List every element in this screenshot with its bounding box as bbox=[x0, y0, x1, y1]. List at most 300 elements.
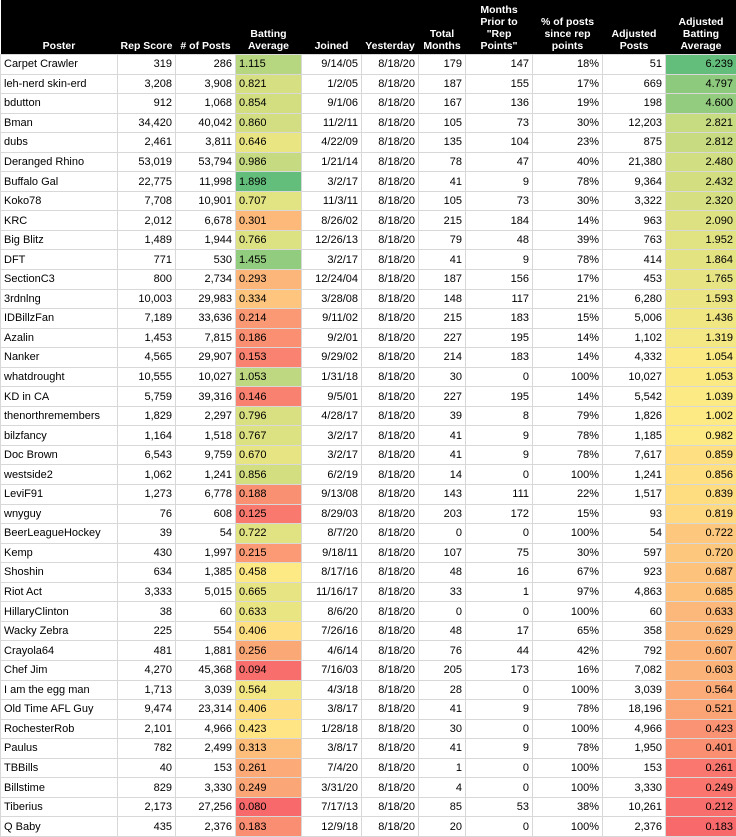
data-cell: 4,966 bbox=[176, 719, 236, 739]
data-cell: 0.687 bbox=[666, 563, 736, 583]
data-cell: 1,062 bbox=[118, 465, 176, 485]
data-cell: 0 bbox=[466, 758, 533, 778]
data-cell: 97% bbox=[533, 582, 603, 602]
data-cell: 1.054 bbox=[666, 348, 736, 368]
poster-cell: Deranged Rhino bbox=[1, 152, 118, 172]
table-row bbox=[1, 172, 736, 192]
column-header: Batting Average bbox=[236, 0, 302, 55]
table-row bbox=[1, 563, 736, 583]
data-cell: 1,385 bbox=[176, 563, 236, 583]
data-cell: 9/1/06 bbox=[302, 94, 362, 114]
data-cell: 30% bbox=[533, 191, 603, 211]
data-cell: 67% bbox=[533, 563, 603, 583]
data-cell: 3/31/20 bbox=[302, 778, 362, 798]
data-cell: 10,901 bbox=[176, 191, 236, 211]
data-cell: 53,019 bbox=[118, 152, 176, 172]
data-cell: 1,517 bbox=[603, 485, 666, 505]
data-cell: 1,518 bbox=[176, 426, 236, 446]
table-row bbox=[1, 309, 736, 329]
data-cell: 0 bbox=[466, 680, 533, 700]
data-cell: 597 bbox=[603, 543, 666, 563]
data-cell: 3/2/17 bbox=[302, 172, 362, 192]
data-cell: 0.854 bbox=[236, 94, 302, 114]
table-row bbox=[1, 250, 736, 270]
data-cell: 1 bbox=[466, 582, 533, 602]
data-cell: 38 bbox=[118, 602, 176, 622]
table-row bbox=[1, 700, 736, 720]
data-cell: 227 bbox=[419, 387, 466, 407]
data-cell: 358 bbox=[603, 621, 666, 641]
data-cell: 34,420 bbox=[118, 113, 176, 133]
data-cell: 0.080 bbox=[236, 797, 302, 817]
data-cell: 4,565 bbox=[118, 348, 176, 368]
data-cell: 0.183 bbox=[666, 817, 736, 837]
data-cell: 1,881 bbox=[176, 641, 236, 661]
data-cell: 48 bbox=[419, 621, 466, 641]
data-cell: 12,203 bbox=[603, 113, 666, 133]
data-cell: 79 bbox=[419, 230, 466, 250]
data-cell: 1/31/18 bbox=[302, 367, 362, 387]
data-cell: 23,314 bbox=[176, 700, 236, 720]
data-cell: 30 bbox=[419, 367, 466, 387]
table-row bbox=[1, 660, 736, 680]
data-cell: 12/26/13 bbox=[302, 230, 362, 250]
data-cell: 8/18/20 bbox=[362, 191, 419, 211]
data-cell: 0.982 bbox=[666, 426, 736, 446]
data-cell: 8/18/20 bbox=[362, 563, 419, 583]
data-cell: 0 bbox=[466, 367, 533, 387]
table-row bbox=[1, 328, 736, 348]
data-cell: 215 bbox=[419, 309, 466, 329]
data-cell: 0.521 bbox=[666, 700, 736, 720]
data-cell: 7/16/03 bbox=[302, 660, 362, 680]
table-body bbox=[1, 55, 736, 837]
data-cell: 10,555 bbox=[118, 367, 176, 387]
data-cell: 8/18/20 bbox=[362, 74, 419, 94]
poster-cell: I am the egg man bbox=[1, 680, 118, 700]
table-row bbox=[1, 543, 736, 563]
poster-cell: Old Time AFL Guy bbox=[1, 700, 118, 720]
table-row bbox=[1, 504, 736, 524]
data-cell: 1.952 bbox=[666, 230, 736, 250]
data-cell: 3/8/17 bbox=[302, 739, 362, 759]
data-cell: 105 bbox=[419, 191, 466, 211]
data-cell: 60 bbox=[603, 602, 666, 622]
data-cell: 4.797 bbox=[666, 74, 736, 94]
data-cell: 0.256 bbox=[236, 641, 302, 661]
data-cell: 47 bbox=[466, 152, 533, 172]
data-cell: 136 bbox=[466, 94, 533, 114]
data-cell: 20 bbox=[419, 817, 466, 837]
data-cell: 0 bbox=[466, 817, 533, 837]
data-cell: 0.183 bbox=[236, 817, 302, 837]
data-cell: 179 bbox=[419, 55, 466, 75]
data-cell: 40% bbox=[533, 152, 603, 172]
data-cell: 198 bbox=[603, 94, 666, 114]
data-cell: 0.603 bbox=[666, 660, 736, 680]
data-cell: 18,196 bbox=[603, 700, 666, 720]
data-cell: 3,908 bbox=[176, 74, 236, 94]
data-cell: 1.053 bbox=[236, 367, 302, 387]
data-cell: 8/29/03 bbox=[302, 504, 362, 524]
data-cell: 21,380 bbox=[603, 152, 666, 172]
poster-cell: RochesterRob bbox=[1, 719, 118, 739]
data-cell: 0.212 bbox=[666, 797, 736, 817]
data-cell: 79% bbox=[533, 406, 603, 426]
data-cell: 0.423 bbox=[666, 719, 736, 739]
data-cell: 1,068 bbox=[176, 94, 236, 114]
poster-cell: Paulus bbox=[1, 739, 118, 759]
data-cell: 1,453 bbox=[118, 328, 176, 348]
poster-cell: dubs bbox=[1, 133, 118, 153]
table-row bbox=[1, 602, 736, 622]
data-cell: 215 bbox=[419, 211, 466, 231]
table-row bbox=[1, 113, 736, 133]
data-cell: 104 bbox=[466, 133, 533, 153]
data-cell: 0.646 bbox=[236, 133, 302, 153]
data-cell: 27,256 bbox=[176, 797, 236, 817]
data-cell: 554 bbox=[176, 621, 236, 641]
data-cell: 10,027 bbox=[603, 367, 666, 387]
data-cell: 195 bbox=[466, 328, 533, 348]
data-cell: 10,003 bbox=[118, 289, 176, 309]
data-cell: 8/18/20 bbox=[362, 211, 419, 231]
data-cell: 14% bbox=[533, 348, 603, 368]
poster-cell: thenorthremembers bbox=[1, 406, 118, 426]
data-cell: 0.819 bbox=[666, 504, 736, 524]
data-cell: 8/18/20 bbox=[362, 602, 419, 622]
data-cell: 1.455 bbox=[236, 250, 302, 270]
data-cell: 41 bbox=[419, 700, 466, 720]
data-cell: 0.261 bbox=[236, 758, 302, 778]
data-cell: 912 bbox=[118, 94, 176, 114]
table-row bbox=[1, 426, 736, 446]
column-header: Months Prior to "Rep Points" bbox=[466, 0, 533, 55]
table-row bbox=[1, 582, 736, 602]
data-cell: 0.670 bbox=[236, 445, 302, 465]
data-cell: 78% bbox=[533, 172, 603, 192]
data-cell: 8/18/20 bbox=[362, 172, 419, 192]
data-cell: 3,208 bbox=[118, 74, 176, 94]
data-cell: 0.094 bbox=[236, 660, 302, 680]
data-cell: 829 bbox=[118, 778, 176, 798]
data-cell: 0 bbox=[466, 602, 533, 622]
data-cell: 0 bbox=[419, 602, 466, 622]
data-cell: 5,006 bbox=[603, 309, 666, 329]
data-cell: 634 bbox=[118, 563, 176, 583]
data-cell: 1,102 bbox=[603, 328, 666, 348]
data-cell: 8/18/20 bbox=[362, 660, 419, 680]
data-cell: 8/18/20 bbox=[362, 113, 419, 133]
data-cell: 14% bbox=[533, 387, 603, 407]
data-cell: 42% bbox=[533, 641, 603, 661]
data-cell: 8/18/20 bbox=[362, 133, 419, 153]
data-cell: 30% bbox=[533, 543, 603, 563]
table-row bbox=[1, 445, 736, 465]
data-cell: 7,617 bbox=[603, 445, 666, 465]
data-cell: 9 bbox=[466, 172, 533, 192]
poster-cell: BeerLeagueHockey bbox=[1, 524, 118, 544]
data-cell: 172 bbox=[466, 504, 533, 524]
data-cell: 8/18/20 bbox=[362, 524, 419, 544]
table-row bbox=[1, 367, 736, 387]
data-cell: 16 bbox=[466, 563, 533, 583]
data-cell: 0.186 bbox=[236, 328, 302, 348]
data-cell: 5,759 bbox=[118, 387, 176, 407]
data-cell: 8/18/20 bbox=[362, 250, 419, 270]
data-cell: 17 bbox=[466, 621, 533, 641]
data-cell: 78% bbox=[533, 250, 603, 270]
poster-cell: leh-nerd skin-erd bbox=[1, 74, 118, 94]
data-cell: 100% bbox=[533, 719, 603, 739]
data-cell: 6,778 bbox=[176, 485, 236, 505]
data-cell: 4/6/14 bbox=[302, 641, 362, 661]
data-cell: 8/6/20 bbox=[302, 602, 362, 622]
data-cell: 29,983 bbox=[176, 289, 236, 309]
data-cell: 14 bbox=[419, 465, 466, 485]
data-cell: 73 bbox=[466, 113, 533, 133]
data-cell: 54 bbox=[603, 524, 666, 544]
data-cell: 0.423 bbox=[236, 719, 302, 739]
table-row bbox=[1, 680, 736, 700]
data-cell: 2,461 bbox=[118, 133, 176, 153]
data-cell: 9/11/02 bbox=[302, 309, 362, 329]
data-cell: 7/17/13 bbox=[302, 797, 362, 817]
data-cell: 153 bbox=[176, 758, 236, 778]
poster-cell: westside2 bbox=[1, 465, 118, 485]
data-cell: 100% bbox=[533, 602, 603, 622]
data-cell: 0.722 bbox=[236, 524, 302, 544]
data-cell: 105 bbox=[419, 113, 466, 133]
data-cell: 78% bbox=[533, 739, 603, 759]
data-cell: 8/18/20 bbox=[362, 309, 419, 329]
data-cell: 6,280 bbox=[603, 289, 666, 309]
data-cell: 0.707 bbox=[236, 191, 302, 211]
data-cell: 0.856 bbox=[666, 465, 736, 485]
data-cell: 0 bbox=[466, 778, 533, 798]
data-cell: 8/7/20 bbox=[302, 524, 362, 544]
data-cell: 167 bbox=[419, 94, 466, 114]
data-cell: 8/18/20 bbox=[362, 465, 419, 485]
poster-cell: wnyguy bbox=[1, 504, 118, 524]
data-cell: 33 bbox=[419, 582, 466, 602]
data-cell: 2.480 bbox=[666, 152, 736, 172]
poster-cell: Azalin bbox=[1, 328, 118, 348]
table-row bbox=[1, 758, 736, 778]
data-cell: 414 bbox=[603, 250, 666, 270]
data-cell: 9 bbox=[466, 700, 533, 720]
data-cell: 11/3/11 bbox=[302, 191, 362, 211]
column-header: Joined bbox=[302, 0, 362, 55]
data-cell: 319 bbox=[118, 55, 176, 75]
data-cell: 8/18/20 bbox=[362, 485, 419, 505]
data-cell: 2,376 bbox=[176, 817, 236, 837]
data-cell: 6,543 bbox=[118, 445, 176, 465]
data-cell: 28 bbox=[419, 680, 466, 700]
table-row bbox=[1, 152, 736, 172]
data-cell: 0.214 bbox=[236, 309, 302, 329]
data-cell: 78% bbox=[533, 700, 603, 720]
data-cell: 7/26/16 bbox=[302, 621, 362, 641]
data-cell: 0.334 bbox=[236, 289, 302, 309]
data-cell: 1/2/05 bbox=[302, 74, 362, 94]
data-cell: 1,944 bbox=[176, 230, 236, 250]
data-cell: 16% bbox=[533, 660, 603, 680]
data-cell: 800 bbox=[118, 270, 176, 290]
data-cell: 22% bbox=[533, 485, 603, 505]
data-cell: 135 bbox=[419, 133, 466, 153]
data-cell: 875 bbox=[603, 133, 666, 153]
poster-cell: Riot Act bbox=[1, 582, 118, 602]
data-cell: 8/18/20 bbox=[362, 582, 419, 602]
data-cell: 3,039 bbox=[603, 680, 666, 700]
data-cell: 41 bbox=[419, 739, 466, 759]
data-cell: 9 bbox=[466, 739, 533, 759]
data-cell: 1,241 bbox=[176, 465, 236, 485]
data-cell: 78% bbox=[533, 426, 603, 446]
data-cell: 78% bbox=[533, 445, 603, 465]
poster-cell: IDBillzFan bbox=[1, 309, 118, 329]
table-row bbox=[1, 465, 736, 485]
data-cell: 187 bbox=[419, 270, 466, 290]
poster-cell: Shoshin bbox=[1, 563, 118, 583]
data-cell: 0.796 bbox=[236, 406, 302, 426]
data-cell: 8/18/20 bbox=[362, 94, 419, 114]
data-cell: 0.215 bbox=[236, 543, 302, 563]
data-cell: 19% bbox=[533, 94, 603, 114]
data-cell: 8/18/20 bbox=[362, 739, 419, 759]
data-cell: 7,708 bbox=[118, 191, 176, 211]
data-cell: 9 bbox=[466, 445, 533, 465]
data-cell: 53 bbox=[466, 797, 533, 817]
data-cell: 100% bbox=[533, 465, 603, 485]
column-header: Adjusted Batting Average bbox=[666, 0, 736, 55]
data-cell: 3,330 bbox=[176, 778, 236, 798]
data-cell: 17% bbox=[533, 74, 603, 94]
data-cell: 9,364 bbox=[603, 172, 666, 192]
table-row bbox=[1, 739, 736, 759]
poster-cell: Carpet Crawler bbox=[1, 55, 118, 75]
data-cell: 2,376 bbox=[603, 817, 666, 837]
data-cell: 8/18/20 bbox=[362, 543, 419, 563]
data-cell: 9/14/05 bbox=[302, 55, 362, 75]
data-cell: 0.856 bbox=[236, 465, 302, 485]
data-cell: 3/2/17 bbox=[302, 445, 362, 465]
data-cell: 8/18/20 bbox=[362, 367, 419, 387]
data-cell: 7,815 bbox=[176, 328, 236, 348]
data-cell: 153 bbox=[603, 758, 666, 778]
data-cell: 107 bbox=[419, 543, 466, 563]
poster-cell: LeviF91 bbox=[1, 485, 118, 505]
data-cell: 65% bbox=[533, 621, 603, 641]
data-cell: 8/18/20 bbox=[362, 348, 419, 368]
data-cell: 173 bbox=[466, 660, 533, 680]
data-cell: 0.986 bbox=[236, 152, 302, 172]
data-cell: 9/18/11 bbox=[302, 543, 362, 563]
data-cell: 76 bbox=[118, 504, 176, 524]
data-cell: 430 bbox=[118, 543, 176, 563]
data-cell: 8/17/16 bbox=[302, 563, 362, 583]
data-cell: 0.685 bbox=[666, 582, 736, 602]
data-cell: 0.125 bbox=[236, 504, 302, 524]
data-cell: 11/2/11 bbox=[302, 113, 362, 133]
data-cell: 0.401 bbox=[666, 739, 736, 759]
data-cell: 4/28/17 bbox=[302, 406, 362, 426]
data-cell: 184 bbox=[466, 211, 533, 231]
data-cell: 4 bbox=[419, 778, 466, 798]
data-cell: 0.313 bbox=[236, 739, 302, 759]
data-cell: 183 bbox=[466, 309, 533, 329]
data-cell: 3/8/17 bbox=[302, 700, 362, 720]
data-cell: 0.406 bbox=[236, 700, 302, 720]
data-cell: 54 bbox=[176, 524, 236, 544]
poster-cell: Crayola64 bbox=[1, 641, 118, 661]
table-row bbox=[1, 485, 736, 505]
table-row bbox=[1, 621, 736, 641]
data-cell: 286 bbox=[176, 55, 236, 75]
data-cell: 100% bbox=[533, 758, 603, 778]
data-cell: 100% bbox=[533, 524, 603, 544]
data-cell: 4,966 bbox=[603, 719, 666, 739]
data-cell: 0.860 bbox=[236, 113, 302, 133]
data-cell: 669 bbox=[603, 74, 666, 94]
poster-cell: Big Blitz bbox=[1, 230, 118, 250]
data-cell: 530 bbox=[176, 250, 236, 270]
data-cell: 9/2/01 bbox=[302, 328, 362, 348]
data-cell: 771 bbox=[118, 250, 176, 270]
data-cell: 45,368 bbox=[176, 660, 236, 680]
data-cell: 0.839 bbox=[666, 485, 736, 505]
data-cell: 0.301 bbox=[236, 211, 302, 231]
data-cell: 2,173 bbox=[118, 797, 176, 817]
data-cell: 3/28/08 bbox=[302, 289, 362, 309]
data-cell: 15% bbox=[533, 504, 603, 524]
data-cell: 0.564 bbox=[666, 680, 736, 700]
poster-cell: Tiberius bbox=[1, 797, 118, 817]
data-cell: 18% bbox=[533, 55, 603, 75]
column-header: Poster bbox=[1, 0, 118, 55]
poster-cell: Billstime bbox=[1, 778, 118, 798]
data-cell: 792 bbox=[603, 641, 666, 661]
data-cell: 4/3/18 bbox=[302, 680, 362, 700]
data-cell: 8/18/20 bbox=[362, 328, 419, 348]
data-cell: 21% bbox=[533, 289, 603, 309]
data-cell: 8/18/20 bbox=[362, 797, 419, 817]
data-cell: 183 bbox=[466, 348, 533, 368]
data-cell: 0.821 bbox=[236, 74, 302, 94]
data-cell: 40,042 bbox=[176, 113, 236, 133]
data-cell: 8/18/20 bbox=[362, 445, 419, 465]
data-cell: 0 bbox=[466, 524, 533, 544]
data-cell: 963 bbox=[603, 211, 666, 231]
data-cell: 30% bbox=[533, 113, 603, 133]
data-cell: 9,759 bbox=[176, 445, 236, 465]
data-cell: 453 bbox=[603, 270, 666, 290]
data-cell: 155 bbox=[466, 74, 533, 94]
data-cell: 1,273 bbox=[118, 485, 176, 505]
data-cell: 8/18/20 bbox=[362, 387, 419, 407]
poster-cell: TBBills bbox=[1, 758, 118, 778]
column-header: Total Months bbox=[419, 0, 466, 55]
data-cell: 1.053 bbox=[666, 367, 736, 387]
data-cell: 0 bbox=[466, 465, 533, 485]
poster-cell: Bman bbox=[1, 113, 118, 133]
poster-cell: SectionC3 bbox=[1, 270, 118, 290]
poster-cell: Kemp bbox=[1, 543, 118, 563]
data-cell: 0.766 bbox=[236, 230, 302, 250]
data-cell: 40 bbox=[118, 758, 176, 778]
data-cell: 4.600 bbox=[666, 94, 736, 114]
